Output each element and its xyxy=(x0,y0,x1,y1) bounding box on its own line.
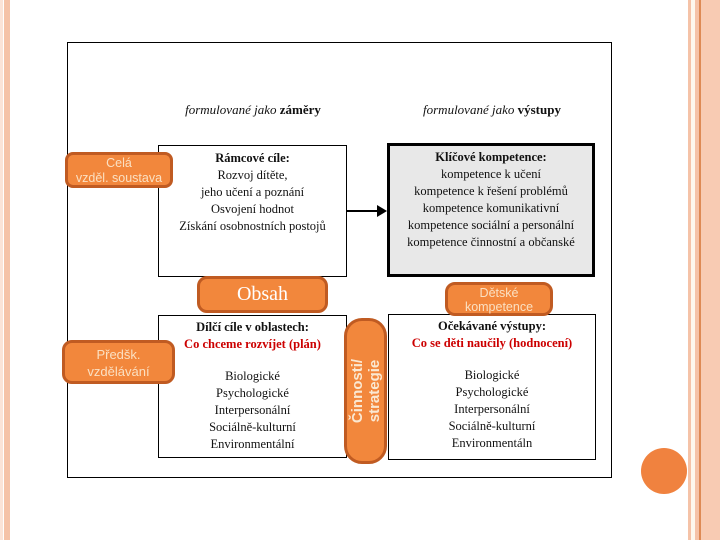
content-button-label: Obsah xyxy=(236,283,289,305)
right-edge-stripe-5 xyxy=(701,0,720,540)
partial-goals-line: Interpersonální xyxy=(214,403,291,417)
partial-goals-title: Dílčí cíle v oblastech: xyxy=(196,320,309,334)
activities-line1: Činnosti/ xyxy=(348,358,366,424)
arrow-line xyxy=(347,210,380,212)
whole-education-line2: vzděl. soustava xyxy=(75,171,163,185)
key-competences-line: kompetence komunikativní xyxy=(422,201,560,215)
key-competences-line: kompetence k učení xyxy=(441,167,541,181)
arrow-right-icon xyxy=(377,205,387,217)
children-competences-line2: kompetence xyxy=(464,300,534,314)
expected-outputs-subtitle: Co se děti naučily (hodnocení) xyxy=(411,336,573,350)
preschool-line1: Předšk. xyxy=(96,347,141,362)
partial-goals-subtitle: Co chceme rozvíjet (plán) xyxy=(184,337,321,351)
expected-outputs-line: Psychologické xyxy=(455,385,529,399)
framework-goals-title: Rámcové cíle: xyxy=(215,151,290,165)
header-right-prefix: formulované jako xyxy=(423,102,518,117)
children-competences-line1: Dětské xyxy=(479,286,519,300)
key-competences-title: Klíčové kompetence: xyxy=(435,150,547,164)
partial-goals-box xyxy=(158,315,347,458)
framework-goals-line: Rozvoj dítěte, xyxy=(217,168,288,182)
expected-outputs-line: Environmentáln xyxy=(451,436,533,450)
content-button[interactable] xyxy=(197,276,328,313)
framework-goals-box xyxy=(158,145,347,277)
partial-goals-line: Environmentální xyxy=(210,437,295,451)
partial-goals-line: Sociálně-kulturní xyxy=(209,420,296,434)
framework-goals-line: Osvojení hodnot xyxy=(211,202,294,216)
partial-goals-line: Psychologické xyxy=(216,386,289,400)
header-left-prefix: formulované jako xyxy=(185,102,280,117)
activities-line2: strategie xyxy=(365,359,383,423)
whole-education-line1: Celá xyxy=(106,156,132,170)
left-edge-stripe-light xyxy=(0,0,3,540)
template-circle-decoration xyxy=(641,448,687,494)
key-competences-box xyxy=(387,143,595,277)
expected-outputs-line: Sociálně-kulturní xyxy=(448,419,536,433)
left-edge-stripe-salmon xyxy=(4,0,10,540)
framework-goals-line: jeho učení a poznání xyxy=(200,185,305,199)
header-formulated-as-aims xyxy=(158,102,348,120)
preschool-line2: vzdělávání xyxy=(87,364,150,379)
spacer xyxy=(389,352,595,367)
activities-strategies-label xyxy=(349,321,383,461)
header-left-bold: záměry xyxy=(279,102,321,117)
partial-goals-line: Biologické xyxy=(225,369,280,383)
whole-education-system-label xyxy=(65,152,173,188)
preschool-education-label xyxy=(62,340,175,384)
key-competences-line: kompetence sociální a personální xyxy=(407,218,575,232)
expected-outputs-title: Očekávané výstupy: xyxy=(438,319,546,333)
expected-outputs-box xyxy=(388,314,596,460)
framework-goals-line: Získání osobnostních postojů xyxy=(179,219,326,233)
expected-outputs-line: Biologické xyxy=(464,368,520,382)
activities-strategies-shape xyxy=(344,318,387,464)
header-formulated-as-outputs xyxy=(388,102,596,120)
children-competences-button[interactable] xyxy=(445,282,553,316)
spacer xyxy=(159,353,346,368)
key-competences-line: kompetence k řešení problémů xyxy=(414,184,568,198)
key-competences-line: kompetence činnostní a občanské xyxy=(407,235,575,249)
header-right-bold: výstupy xyxy=(517,102,561,117)
expected-outputs-line: Interpersonální xyxy=(454,402,530,416)
